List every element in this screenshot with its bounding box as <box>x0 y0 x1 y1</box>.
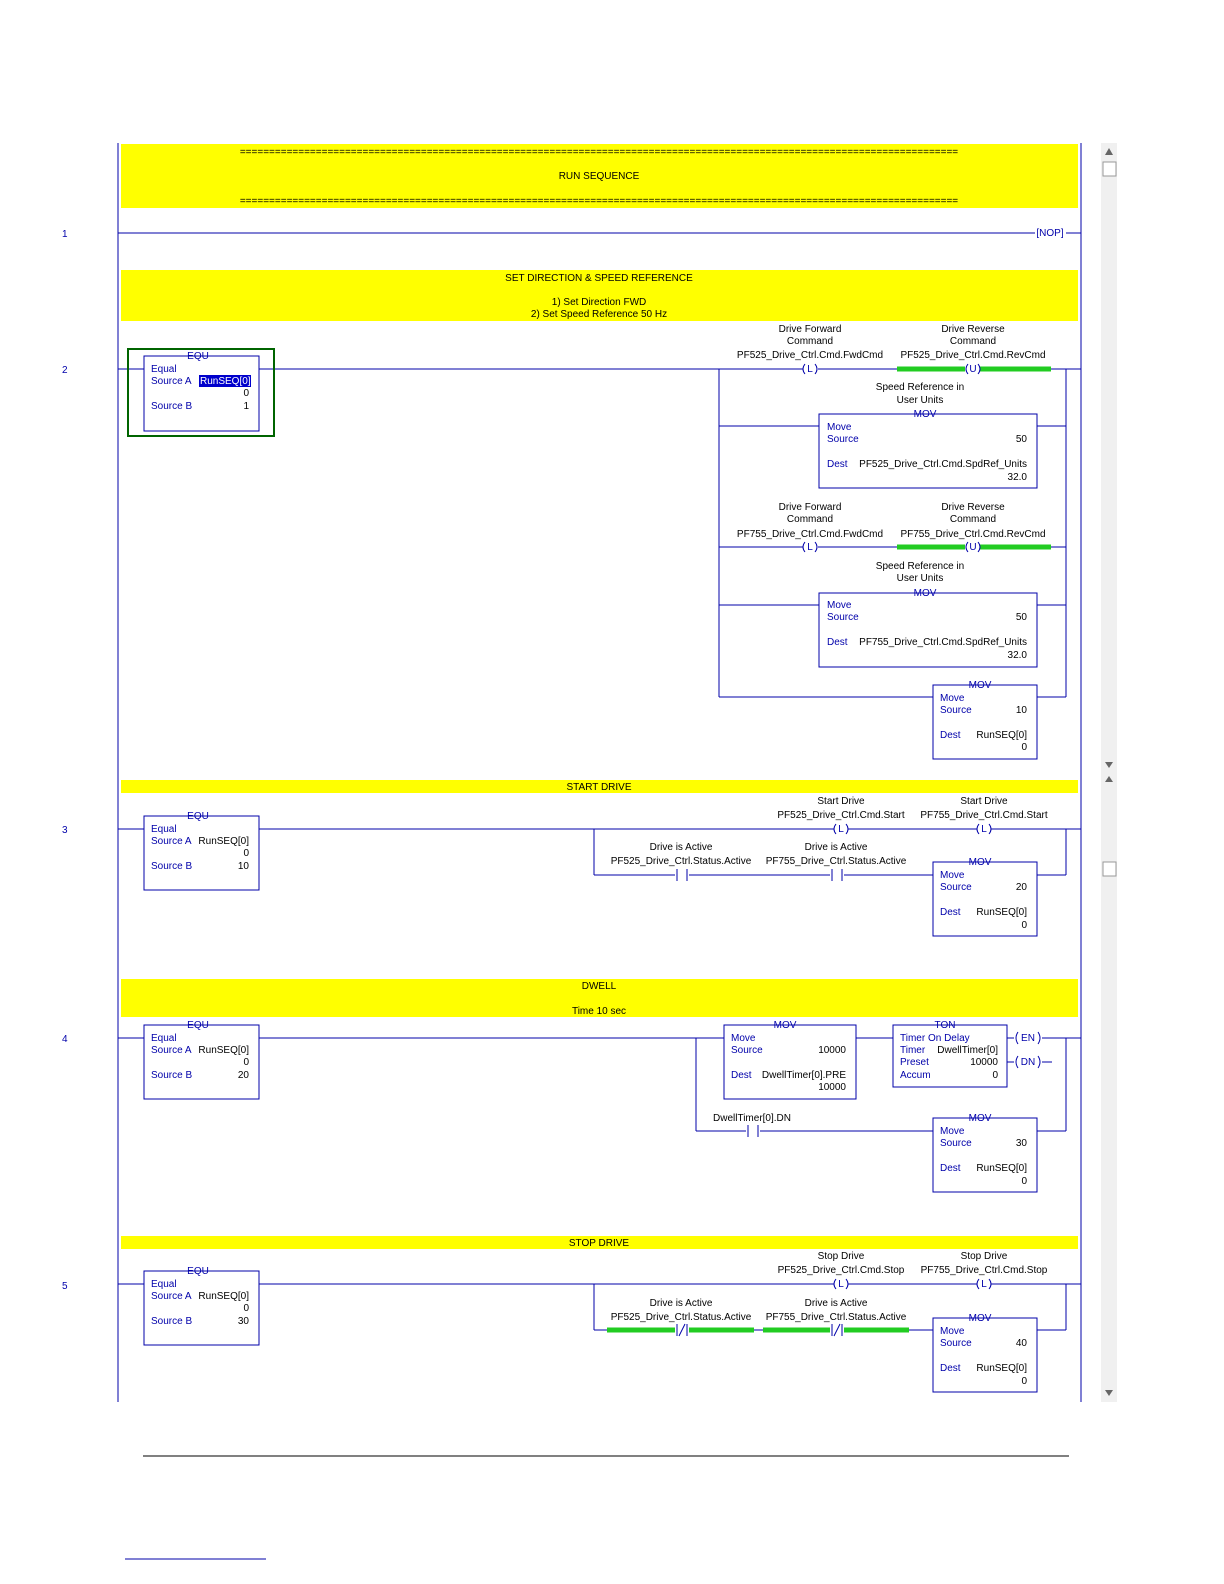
rungs-r3-xic1-tag: PF525_Drive_Ctrl.Status.Active <box>610 856 752 867</box>
rungs-r2-mov1-dest-val: 32.0 <box>1007 472 1027 483</box>
equ-instruction-r2[interactable] <box>144 351 259 431</box>
rungs-r3-coil1-coil: L <box>838 824 844 835</box>
rungs-r2-rev2-desc2: Command <box>949 514 997 525</box>
xic-dwell-done[interactable] <box>713 1113 791 1137</box>
rungs-r2-mov3-title: Move <box>940 693 965 704</box>
rungs-r4-mov1-src-label: Source <box>731 1045 763 1056</box>
ton-dn-output: DN <box>1020 1057 1036 1068</box>
rungs-r5-mov-dest-val: 0 <box>1021 1376 1027 1387</box>
rungs-r3-coil2-tag: PF755_Drive_Ctrl.Cmd.Start <box>920 810 1048 821</box>
rungs-r3-mov-dest-label: Dest <box>940 907 961 918</box>
rung-number-1[interactable]: 1 <box>62 229 68 240</box>
rungs-r2-rev1-desc1: Drive Reverse <box>941 324 1005 335</box>
rungs-r3-coil2-coil: L <box>981 824 987 835</box>
rungs-r3-equ-srcA-val: 0 <box>243 848 249 859</box>
rungs-r3-equ-srcB-val: 10 <box>237 861 249 872</box>
rungs-r5-equ-srcA-tag: RunSEQ[0] <box>198 1291 249 1302</box>
rungs-r5-coil2-coil: L <box>981 1279 987 1290</box>
rungs-r4-mov2-title: Move <box>940 1126 965 1137</box>
mov-dwell-preset[interactable] <box>724 1020 856 1099</box>
rungs-r4-mov1-dest-val: 10000 <box>818 1082 846 1093</box>
rungs-r2-fwd2-tag: PF755_Drive_Ctrl.Cmd.FwdCmd <box>736 529 884 540</box>
rungs-r4-mov1-title: Move <box>731 1033 756 1044</box>
banner-equals-top: =========================================================================================================================== <box>239 147 959 158</box>
rungs-r3-mov-dest-tag: RunSEQ[0] <box>976 907 1027 918</box>
equ-type: EQU <box>187 351 209 362</box>
equ-instruction-r4[interactable] <box>144 1020 259 1099</box>
rungs-r5-equ-srcA-val: 0 <box>243 1303 249 1314</box>
rungs-r5-mov-title: Move <box>940 1326 965 1337</box>
rungs-r2-fwd1-coil: L <box>807 364 813 375</box>
rungs-r5-mov-dest-tag: RunSEQ[0] <box>976 1363 1027 1374</box>
rungs-r5-coil2-tag: PF755_Drive_Ctrl.Cmd.Stop <box>920 1265 1048 1276</box>
rungs-r4-equ-srcB-val: 20 <box>237 1070 249 1081</box>
equ-instruction-r3[interactable] <box>144 811 259 890</box>
rungs-r4-equ-srcA-val: 0 <box>243 1057 249 1068</box>
rung-number-2[interactable]: 2 <box>62 365 68 376</box>
rungs-r2-mov3-dest-tag: RunSEQ[0] <box>976 730 1027 741</box>
rungs-r5-mov-src-val: 40 <box>1015 1338 1027 1349</box>
rungs-r5-mov-src-label: Source <box>940 1338 972 1349</box>
rungs-r3-xic2-desc: Drive is Active <box>804 842 868 853</box>
vertical-scrollbar[interactable] <box>1101 143 1117 1402</box>
rungs-r4-mov2-src-label: Source <box>940 1138 972 1149</box>
rungs-r3-equ-type: EQU <box>187 811 209 822</box>
equ-srcA-tag[interactable]: RunSEQ[0] <box>200 376 251 387</box>
rungs-r4-ton-accum-label: Accum <box>900 1070 931 1081</box>
rungs-r3-equ-title: Equal <box>151 824 177 835</box>
rungs-r4-ton-timer-tag: DwellTimer[0] <box>937 1045 998 1056</box>
rungs-r3-coil1-tag: PF525_Drive_Ctrl.Cmd.Start <box>777 810 905 821</box>
rungs-r3-xic2-tag: PF755_Drive_Ctrl.Status.Active <box>765 856 907 867</box>
rungs-r2-mov2-type: MOV <box>913 588 937 599</box>
rung-number-4[interactable]: 4 <box>62 1034 68 1045</box>
rungs-r4-equ-srcA-label: Source A <box>151 1045 192 1056</box>
rungs-r3-coil1-desc: Start Drive <box>817 796 865 807</box>
rungs-r2-mov1-src-label: Source <box>827 434 859 445</box>
rungs-r4-equ-type: EQU <box>187 1020 209 1031</box>
rungs-r3-mov-src-val: 20 <box>1015 882 1027 893</box>
rungs-r4-mov1-dest-tag: DwellTimer[0].PRE <box>761 1070 846 1081</box>
equ-srcB-value: 1 <box>243 401 249 412</box>
rungs-r3-equ-srcB-label: Source B <box>151 861 193 872</box>
equ-instruction-r5[interactable] <box>144 1266 259 1345</box>
rungs-r2-mov1-desc2: User Units <box>896 395 944 406</box>
mov-speed-ref-pf755[interactable] <box>819 561 1037 667</box>
rungs-r4-equ-srcA-tag: RunSEQ[0] <box>198 1045 249 1056</box>
equ-srcB-label: Source B <box>151 401 193 412</box>
rungs-r5-xio2-tag: PF755_Drive_Ctrl.Status.Active <box>765 1312 907 1323</box>
rungs-r2-mov3-dest-label: Dest <box>940 730 961 741</box>
rungs-r4-ton-preset-label: Preset <box>900 1057 929 1068</box>
rungs-r4-ton-preset-val: 10000 <box>970 1057 998 1068</box>
rung-4-comment-title: DWELL <box>581 981 617 992</box>
rungs-r2-mov3-dest-val: 0 <box>1021 742 1027 753</box>
nop-instruction[interactable]: [NOP] <box>1036 228 1064 239</box>
rungs-r4-xic-tag: DwellTimer[0].DN <box>713 1113 791 1124</box>
rungs-r2-mov2-desc2: User Units <box>896 573 944 584</box>
rungs-r5-xio1-tag: PF525_Drive_Ctrl.Status.Active <box>610 1312 752 1323</box>
ton-dwell-timer[interactable] <box>893 1020 1066 1087</box>
rungs-r2-mov1-title: Move <box>827 422 852 433</box>
banner-title: RUN SEQUENCE <box>558 171 640 182</box>
rungs-r5-mov-type: MOV <box>968 1313 992 1324</box>
equ-srcA-label: Source A <box>151 376 192 387</box>
rung-4-comment-line1: Time 10 sec <box>571 1006 627 1017</box>
mov-speed-ref-pf525[interactable] <box>819 382 1037 488</box>
rungs-r2-mov1-dest-label: Dest <box>827 459 848 470</box>
rungs-r2-fwd2-coil: L <box>807 542 813 553</box>
rungs-r2-mov2-dest-val: 32.0 <box>1007 650 1027 661</box>
equ-srcA-value: 0 <box>243 388 249 399</box>
scroll-thumb-2[interactable] <box>1103 862 1116 876</box>
rungs-r5-equ-type: EQU <box>187 1266 209 1277</box>
rung-3-comment-title: START DRIVE <box>566 782 632 793</box>
rungs-r5-equ-srcB-val: 30 <box>237 1316 249 1327</box>
rungs-r4-mov2-type: MOV <box>968 1113 992 1124</box>
rungs-r4-mov2-dest-val: 0 <box>1021 1176 1027 1187</box>
otl-coil-pf525-fwd[interactable] <box>737 324 883 375</box>
rungs-r2-fwd1-desc1: Drive Forward <box>778 324 842 335</box>
rung-2-comment-title: SET DIRECTION & SPEED REFERENCE <box>505 273 693 284</box>
rungs-r2-mov3-type: MOV <box>968 680 992 691</box>
rungs-r2-fwd1-desc2: Command <box>786 336 834 347</box>
rungs-r5-equ-srcA-label: Source A <box>151 1291 192 1302</box>
rungs-r5-coil2-desc: Stop Drive <box>960 1251 1008 1262</box>
equ-title: Equal <box>151 364 177 375</box>
rungs-r2-mov3-src-val: 10 <box>1015 705 1027 716</box>
rung-number-5[interactable]: 5 <box>62 1281 68 1292</box>
rungs-r2-rev2-coil: U <box>969 542 977 553</box>
rungs-r5-mov-dest-label: Dest <box>940 1363 961 1374</box>
rungs-r4-mov1-dest-label: Dest <box>731 1070 752 1081</box>
rungs-r2-fwd2-desc1: Drive Forward <box>778 502 842 513</box>
rungs-r2-rev1-tag: PF525_Drive_Ctrl.Cmd.RevCmd <box>900 350 1046 361</box>
rungs-r2-rev2-tag: PF755_Drive_Ctrl.Cmd.RevCmd <box>900 529 1046 540</box>
rung-5-comment-title: STOP DRIVE <box>568 1238 630 1249</box>
rungs-r4-equ-srcB-label: Source B <box>151 1070 193 1081</box>
otl-coil-pf755-fwd[interactable] <box>737 502 883 553</box>
rungs-r5-coil1-tag: PF525_Drive_Ctrl.Cmd.Stop <box>777 1265 905 1276</box>
mov-runseq-30[interactable] <box>933 1113 1037 1192</box>
rungs-r4-ton-type: TON <box>934 1020 956 1031</box>
rungs-r2-rev1-desc2: Command <box>949 336 997 347</box>
rungs-r5-xio1-desc: Drive is Active <box>649 1298 713 1309</box>
rungs-r4-ton-timer-label: Timer <box>900 1045 926 1056</box>
rungs-r4-mov2-src-val: 30 <box>1015 1138 1027 1149</box>
rungs-r4-mov2-dest-tag: RunSEQ[0] <box>976 1163 1027 1174</box>
rungs-r2-mov2-src-val: 50 <box>1015 612 1027 623</box>
rungs-r2-mov2-desc1: Speed Reference in <box>875 561 965 572</box>
rungs-r2-mov2-src-label: Source <box>827 612 859 623</box>
rungs-r2-mov2-title: Move <box>827 600 852 611</box>
rungs-r5-xio2-desc: Drive is Active <box>804 1298 868 1309</box>
scroll-thumb[interactable] <box>1103 162 1116 176</box>
rungs-r3-mov-title: Move <box>940 870 965 881</box>
rungs-r4-mov1-src-val: 10000 <box>818 1045 846 1056</box>
rungs-r2-fwd1-tag: PF525_Drive_Ctrl.Cmd.FwdCmd <box>736 350 884 361</box>
rungs-r2-mov1-dest-tag: PF525_Drive_Ctrl.Cmd.SpdRef_Units <box>859 459 1027 470</box>
rungs-r3-equ-srcA-label: Source A <box>151 836 192 847</box>
mov-runseq-10[interactable] <box>933 680 1037 759</box>
ton-en-output: EN <box>1021 1033 1035 1044</box>
rung-2-comment-line2: 2) Set Speed Reference 50 Hz <box>530 309 668 320</box>
rungs-r3-mov-type: MOV <box>968 857 992 868</box>
rungs-r3-xic1-desc: Drive is Active <box>649 842 713 853</box>
rungs-r2-mov3-src-label: Source <box>940 705 972 716</box>
rungs-r4-ton-title: Timer On Delay <box>900 1033 970 1044</box>
rungs-r2-rev2-desc1: Drive Reverse <box>941 502 1005 513</box>
rungs-r4-ton-accum-val: 0 <box>992 1070 998 1081</box>
rungs-r5-coil1-coil: L <box>838 1279 844 1290</box>
rungs-r2-mov1-src-val: 50 <box>1015 434 1027 445</box>
rungs-r3-mov-src-label: Source <box>940 882 972 893</box>
rungs-r5-equ-srcB-label: Source B <box>151 1316 193 1327</box>
rungs-r2-mov1-type: MOV <box>913 409 937 420</box>
rungs-r2-mov2-dest-label: Dest <box>827 637 848 648</box>
rungs-r3-coil2-desc: Start Drive <box>960 796 1008 807</box>
rungs-r4-mov2-dest-label: Dest <box>940 1163 961 1174</box>
rungs-r2-rev1-coil: U <box>969 364 977 375</box>
rung-2-comment-line1: 1) Set Direction FWD <box>551 297 647 308</box>
rungs-r4-mov1-type: MOV <box>773 1020 797 1031</box>
rungs-r5-equ-title: Equal <box>151 1279 177 1290</box>
mov-runseq-20[interactable] <box>933 857 1037 936</box>
banner-equals-bottom: =========================================================================================================================== <box>239 196 959 207</box>
rungs-r5-coil1-desc: Stop Drive <box>817 1251 865 1262</box>
rungs-r3-equ-srcA-tag: RunSEQ[0] <box>198 836 249 847</box>
rungs-r3-mov-dest-val: 0 <box>1021 920 1027 931</box>
rungs-r2-fwd2-desc2: Command <box>786 514 834 525</box>
rungs-r4-equ-title: Equal <box>151 1033 177 1044</box>
mov-runseq-40[interactable] <box>933 1313 1037 1392</box>
rungs-r2-mov2-dest-tag: PF755_Drive_Ctrl.Cmd.SpdRef_Units <box>859 637 1027 648</box>
rungs-r2-mov1-desc1: Speed Reference in <box>875 382 965 393</box>
rung-number-3[interactable]: 3 <box>62 825 68 836</box>
